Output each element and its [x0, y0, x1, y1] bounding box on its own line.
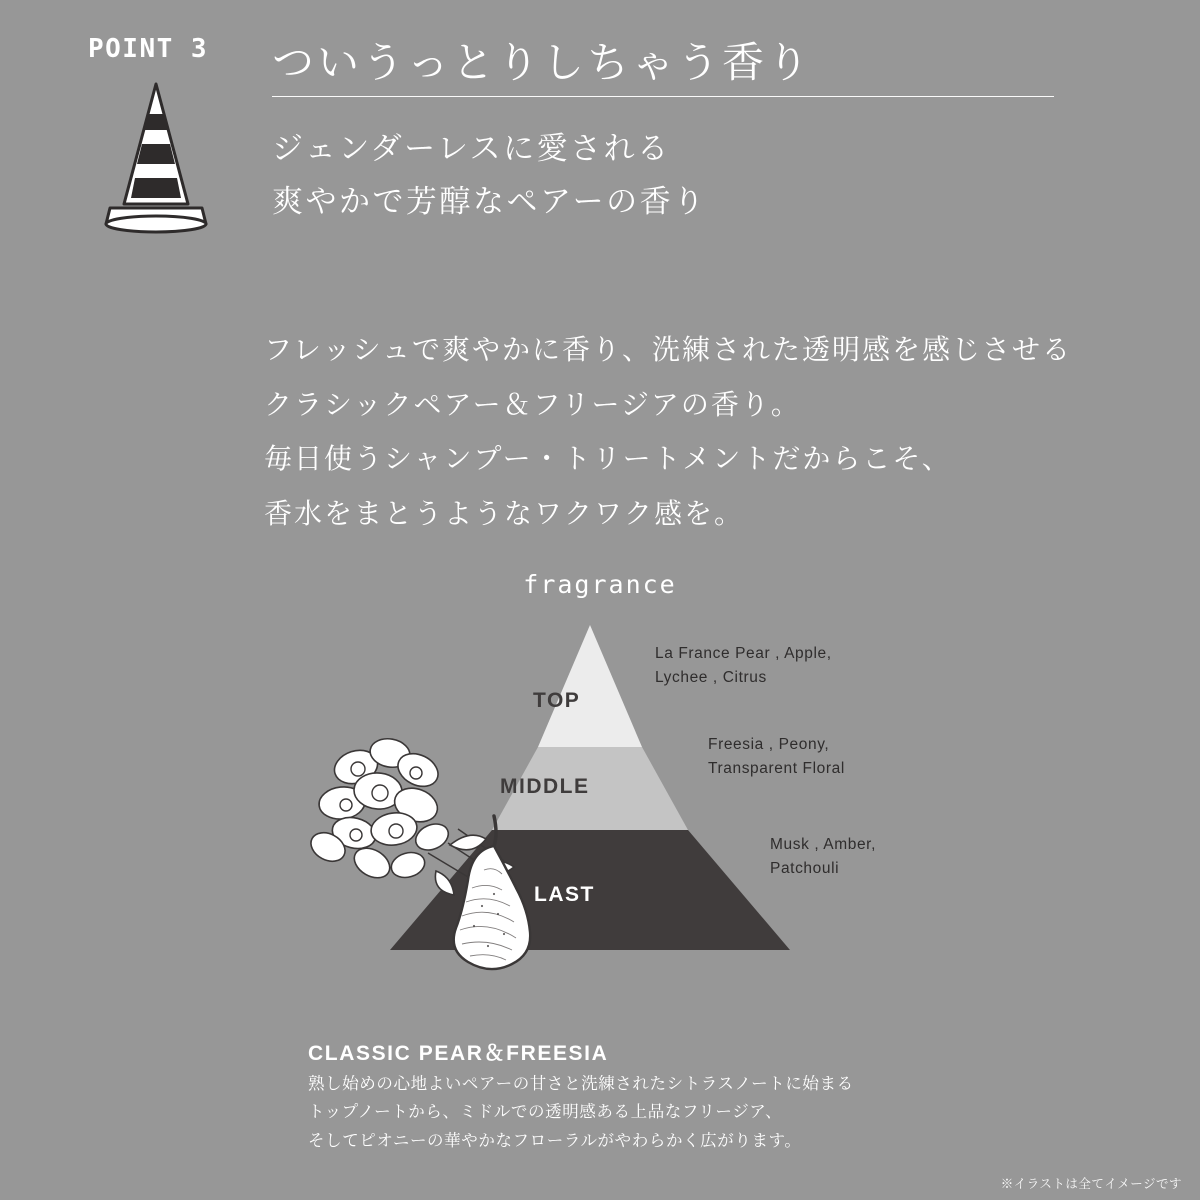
header-section [0, 0, 1200, 270]
notes-last-line-1: Musk , Amber, [770, 836, 876, 853]
notes-last-line-2: Patchouli [770, 860, 840, 878]
body-copy-line-2: クラシックペアー＆フリージアの香り。 [264, 388, 801, 420]
scent-name: CLASSIC PEAR＆FREESIA [308, 1042, 609, 1065]
header-subtitle [272, 122, 707, 229]
scent-description [308, 1070, 854, 1155]
scent-description-line-2: トップノートから、ミドルでの透明感ある上品なフリージア、 [308, 1103, 783, 1122]
point-badge [88, 36, 228, 62]
fragrance-section-label: fragrance [523, 570, 677, 599]
scent-description-line-3: そしてピオニーの華やかなフローラルがやわらかく広がります。 [308, 1131, 802, 1150]
page-title: ついうっとりしちゃう香り [272, 39, 813, 86]
disclaimer-note: ※イラストは全てイメージです [1000, 1177, 1182, 1191]
scent-description-line-1: 熟し始めの心地よいペアーの甘さと洗練されたシトラスノートに始まる [308, 1075, 854, 1093]
body-copy [264, 323, 1072, 541]
notes-last [770, 833, 876, 881]
pear-illustration [432, 810, 562, 975]
point-label: POINT 3 [88, 34, 209, 64]
fragrance-pyramid [290, 625, 910, 955]
tier-label-top: TOP [533, 689, 581, 712]
header-subtitle-line-2: 爽やかで芳醇なペアーの香り [272, 184, 707, 220]
tier-label-last: LAST [534, 883, 595, 906]
traffic-cone-icon [92, 78, 220, 238]
notes-top-line-1: La France Pear , Apple, [655, 645, 832, 662]
body-copy-line-4: 香水をまとうようなワクワク感を。 [264, 497, 745, 529]
body-copy-line-3: 毎日使うシャンプー・トリートメントだからこそ、 [264, 443, 952, 475]
notes-middle-line-1: Freesia , Peony, [708, 736, 830, 753]
notes-top [655, 642, 832, 690]
body-copy-line-1: フレッシュで爽やかに香り、洗練された透明感を感じさせる [264, 334, 1073, 365]
notes-middle-line-2: Transparent Floral [708, 760, 845, 778]
notes-top-line-2: Lychee , Citrus [655, 669, 767, 687]
notes-middle [708, 733, 845, 781]
header-subtitle-line-1: ジェンダーレスに愛される [272, 131, 671, 166]
title-divider [272, 96, 1054, 97]
tier-label-middle: MIDDLE [500, 775, 590, 798]
